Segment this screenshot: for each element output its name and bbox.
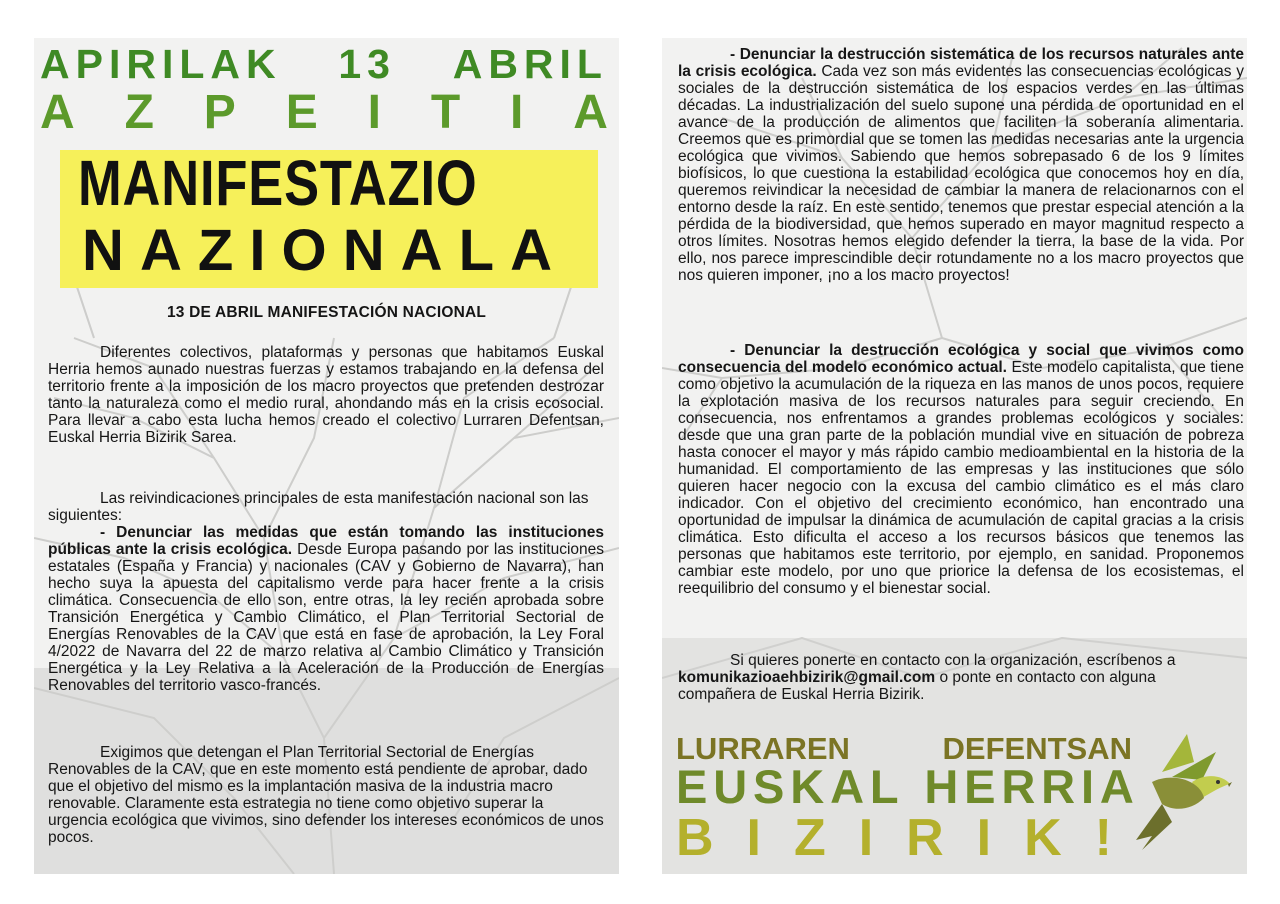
demand-3 [678, 342, 1244, 597]
intro-paragraph [48, 344, 604, 446]
logo-letter: I [858, 809, 874, 867]
paragraph [678, 342, 1244, 597]
banner-letter: L [458, 218, 495, 283]
demand-1-body: Desde Europa pasando por las instituciones estatales (España y Francia) y nacionales (CAV y Gobierno de Navarra), han hecho suya la apuesta del capitalismo verde para hacer frente a la crisis climática. Consecuencia de ello son, entre otras, la ley recién aprobada sobre Transición Energética y Cambio Climático, el Plan Territorial Sectorial de Energías Renovables de la CAV que está en fase de aprobación, la Ley Foral 4/2022 de Navarra del 22 de marzo relativa al Cambio Climático y Transición Energética y la Ley Relativa a la Aceleración de la Producción de Energías Renovables del territorio vasco-francés. [48, 541, 605, 694]
logo-letter: R [1041, 760, 1076, 813]
city-letter: A [40, 86, 75, 139]
demands-section [48, 490, 604, 694]
banner-letter: O [281, 218, 327, 283]
page-subtitle: 13 DE ABRIL MANIFESTACIÓN NACIONAL [166, 304, 487, 321]
banner-letter: A [400, 218, 443, 283]
logo-letter: S [753, 760, 785, 813]
closing-paragraph [48, 744, 604, 846]
logo-letter: A [830, 760, 865, 813]
banner-letter: I [249, 218, 266, 283]
date-word-2: 13 [338, 41, 396, 87]
contact-block [678, 652, 1218, 703]
banner-letter: A [139, 218, 182, 283]
demand-1 [48, 524, 604, 694]
city-letter: E [285, 86, 318, 139]
logo-word: DEFENTSAN [942, 731, 1132, 766]
paragraph: Exigimos que detengan el Plan Territorial Sectorial de Energías Renovables de la CAV, que en este momento está pendiente de aprobar, dado que el objetivo del mismo es la implantación masiva de la industria macro renovable. Claramente esta estrategia no tiene como objetivo superar la urgencia ecológica que vivimos, sino defender los intereses económicos de unos pocos. [48, 744, 604, 846]
city-letter: A [573, 86, 608, 139]
logo-letter: K [1024, 809, 1062, 867]
demand-2-body: Cada vez son más evidentes las consecuencias ecológicas y sociales de la destrucción sistemática de los espacios verdes en las últimas décadas. La industrialización del suelo supone una pérdida de oportunidad en el avance de la producción de alimentos que faciliten la soberanía alimentaria. Creemos que es primordial que se tomen las medidas necesarias ante la urgencia ecológica que vivimos. Sabiendo que hemos sobrepasado 6 de los 9 límites biofísicos, lo que cuestiona la estabilidad ecológica que conocemos hoy en día, queremos reivindicar la necesidad de cambiar la manera de relacionarnos con el entorno desde la raíz. En este sentido, tenemos que prestar especial atención a la pérdida de la biodiversidad, que hemos superado en mayor magnitud respecto a otros límites. Nosotras hemos elegido defender la tierra, la base de la vida. Por ello, nos parece imprescindible decir rotundamente no a los macro proyectos que nos quieren imponer, ¡no a los macro proyectos! [678, 63, 1244, 284]
logo-letter: I [746, 809, 761, 867]
demand-2-title: - Denunciar la destrucción sistemática de los recursos naturales ante la crisis ecológica. [678, 46, 1244, 80]
city-heading [40, 88, 608, 138]
logo-line-2 [676, 762, 1134, 812]
city-letter: P [203, 86, 236, 139]
banner-title: MANIFESTAZIO [78, 147, 478, 219]
city-letter: Z [124, 86, 154, 139]
demand-3-body: Este modelo capitalista, que tiene como objetivo la acumulación de la riqueza en las manos de unos pocos, requiere la explotación masiva de los recursos naturales para seguir creciendo. En consecuencia, nos enfrentamos a grandes problemas ecológicos y sociales: desde que una gran parte de la población mundial vive en situación de pobreza hasta conocer el mayor y más rápido cambio medioambiental en la historia de la humanidad. El comportamiento de las empresas y las instituciones que sólo quieren hacer negocio con la excusa del cambio climático es el más claro indicador. Con el objetivo del crecimiento económico, han encontrado una oportunidad de impulsar la dinámica de acumulación de capital gracias a la crisis climática. Esto dificulta el acceso a los recursos básicos que tenemos las personas que habitamos este territorio, por ejemplo, en sanidad. Proponemos cambiar este modelo, por uno que priorice la defensa de los ecosistemas, el reequilibrio del consumo y el bienestar social. [678, 359, 1244, 597]
date-word-3: ABRIL [452, 41, 608, 87]
demand-3-title: - Denunciar la destrucción ecológica y social que vivimos como consecuencia del modelo económico actual. [678, 342, 1244, 376]
logo-letter: R [1001, 760, 1036, 813]
left-page [34, 38, 619, 874]
banner-letter: N [342, 218, 385, 283]
logo-letter: A [1099, 760, 1134, 813]
logo-letter: R [906, 809, 944, 867]
contact-rest: o ponte en contacto con alguna compañera de Euskal Herria Bizirik. [678, 669, 1156, 703]
banner-subtitle [82, 218, 552, 284]
banner-letter: A [510, 218, 552, 283]
banner-letter: N [82, 218, 124, 283]
logo-line-3 [676, 810, 1112, 866]
right-page [662, 38, 1247, 874]
logo-word: LURRAREN [676, 731, 850, 766]
logo-letter: B [676, 809, 714, 867]
date-word-1: APIRILAK [40, 41, 282, 87]
logo-letter: I [1080, 760, 1095, 813]
city-letter: T [430, 86, 461, 139]
paragraph [678, 652, 1218, 703]
paragraph [678, 46, 1244, 284]
contact-intro: Si quieres ponerte en contacto con la organización, escríbenos a [730, 652, 1176, 669]
logo-letter: E [676, 760, 708, 813]
demand-1-title: - Denunciar las medidas que están tomando las instituciones públicas ante la crisis ecológica. [48, 524, 604, 558]
logo-letter: U [713, 760, 748, 813]
logo-letter: Z [793, 809, 826, 867]
logo-letter: K [790, 760, 825, 813]
date-heading [40, 42, 608, 86]
logo-letter: H [924, 760, 959, 813]
bird-icon [1132, 732, 1232, 850]
banner-letter: Z [197, 218, 234, 283]
paragraph: Las reivindicaciones principales de esta manifestación nacional son las siguientes: [48, 490, 589, 524]
city-letter: I [510, 86, 524, 139]
paragraph: Diferentes colectivos, plataformas y personas que habitamos Euskal Herria hemos aunado nuestras fuerzas y estamos trabajando en la defensa del territorio frente a la imposición de los macro proyectos que pretenden destrozar tanto la naturaleza como el medio rural, ahondando más en la crisis ecosocial. Para llevar a cabo esta lucha hemos creado el colectivo Lurraren Defentsan, Euskal Herria Bizirik Sarea. [48, 344, 604, 446]
demand-2 [678, 46, 1244, 284]
logo-letter: I [976, 809, 992, 867]
city-letter: I [367, 86, 381, 139]
contact-email[interactable]: komunikazioaehbizirik@gmail.com [678, 669, 936, 686]
logo-letter: ! [1094, 809, 1112, 867]
logo-letter: L [869, 760, 899, 813]
logo-letter [904, 762, 918, 812]
logo-letter: E [964, 760, 996, 813]
